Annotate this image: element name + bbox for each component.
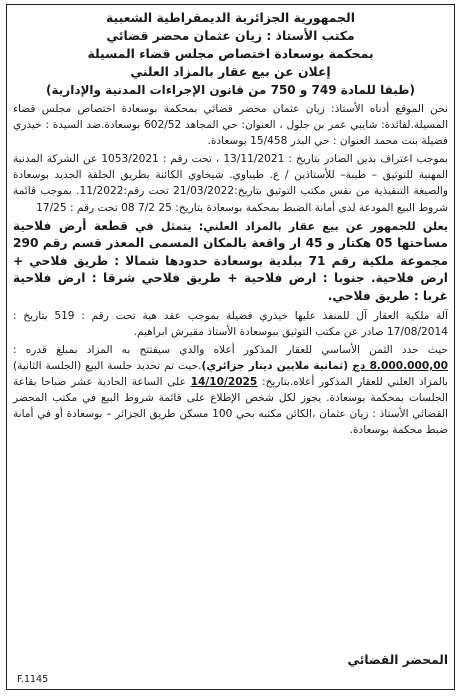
property-paragraph: [13, 218, 448, 306]
notice-footer: [13, 653, 448, 687]
opening-price: 8.000.000,00 دج: [352, 359, 448, 372]
office-heading: مكتب الأستاذ : زيان عثمان محضر قضائي: [106, 28, 355, 43]
intro-paragraph: نحن الموقع أدناه الأستاذ: زيان عثمان محضر قضائي بمحكمة بوسعادة اختصاص مجلس قضاء المسيلة.لفائدة: شايبي عمر بن جلول ، العنوان: حي المجاهد 602/52 بوسعادة.ضد السيدة : خيذري فضيلة بنت محمد العنوان : حي البدر 15/458 بوسعادة.: [13, 103, 449, 148]
reference-code: F.1145: [17, 674, 49, 685]
price-in-words: (ثمانية ملايين دينار جزائري): [201, 359, 353, 372]
court-heading: بمحكمة بوسعادة اختصاص مجلس قضاء المسيلة: [87, 46, 374, 61]
announcement-lead: يعلن للجمهور عن بيع عقار بالمزاد العلني: يتمثل في: [135, 219, 448, 233]
legal-basis: (طبقا للمادة 749 و 750 من قانون الإجراءات المدنية والإدارية): [46, 83, 415, 97]
session-text: .حيث تم تحديد جلسة البيع (الجلسة الثانية) بالمزاد العلني للعقار المذكور أعلاه.بتاريخ:: [13, 359, 448, 388]
price-lead: حيث حدد الثمن الأساسي للعقار المذكور أعلاه والذي سيفتتح به المزاد بمبلغ قدره :: [13, 343, 448, 356]
notice-title: إعلان عن بيع عقار بالمزاد العلني: [130, 64, 331, 79]
bailiff-signature: المحضر القضائي: [347, 653, 448, 667]
notice-header: [13, 9, 448, 99]
property-description: قطعة أرض فلاحية مساحتها 05 هكتار و 45 ار واقعة بالمكان المسمى المعذر قسم رقم 290 مجموعة ملكية رقم 71 ببلدية بوسعادة حدودها شمالا : طريق فلاحي + ارض فلاحية. جنوبا : ارض فلاحية + طريق فلاحي شرقا : ارض فلاحية غربا : طريق فلاحي.: [13, 218, 448, 304]
price-paragraph: [13, 342, 448, 439]
republic-heading: الجمهورية الجزائرية الديمقراطية الشعبية: [106, 10, 355, 25]
auction-date: 14/10/2025: [190, 376, 258, 388]
session-details: على الساعة الحادية عشر صباحا بقاعة الجلسات بمحكمة بوسعادة. يجوز لكل شخص الإطلاع على قائمة شروط البيع في مكتب المحضر القضائي الأستاذ : زيان عثمان ،الكائن مكتبه بحي 100 مسكن طريق الجزائر – بوسعادة أو في أمانة ضبط محكمة بوسعادة.: [13, 376, 449, 437]
debt-paragraph: بموجب اعتراف بدين الصادر بتاريخ : 13/11/2021 ، تحت رقم : 1053/2021 عن الشركة المدنية المهنية للتوثيق – طيبة– للأستاذين / ع. طيباوي. شيخاوي الكائنة بطريق الجلفة الجديد بوسعادة والصيغة التنفيذية من نفس مكتب التوثيق بتاريخ:21/03/2022 تحت رقم:11/2022. بموجب قائمة شروط البيع المودعة لدى أمانة الضبط بمحكمة بوسعادة بتاريخ: 25 7/2 08 تحت رقم : 17/25: [13, 153, 448, 214]
notice-frame: [6, 4, 455, 690]
ownership-paragraph: آلة ملكية العقار آل للمنفذ عليها خيذري فضيلة بموجب عقد هبة تحت رقم : 519 بتاريخ : 17/08/2014 صادر عن مكتب التوثيق ببوسعادة الأستاذ مقيرش ابراهيم.: [13, 309, 448, 338]
